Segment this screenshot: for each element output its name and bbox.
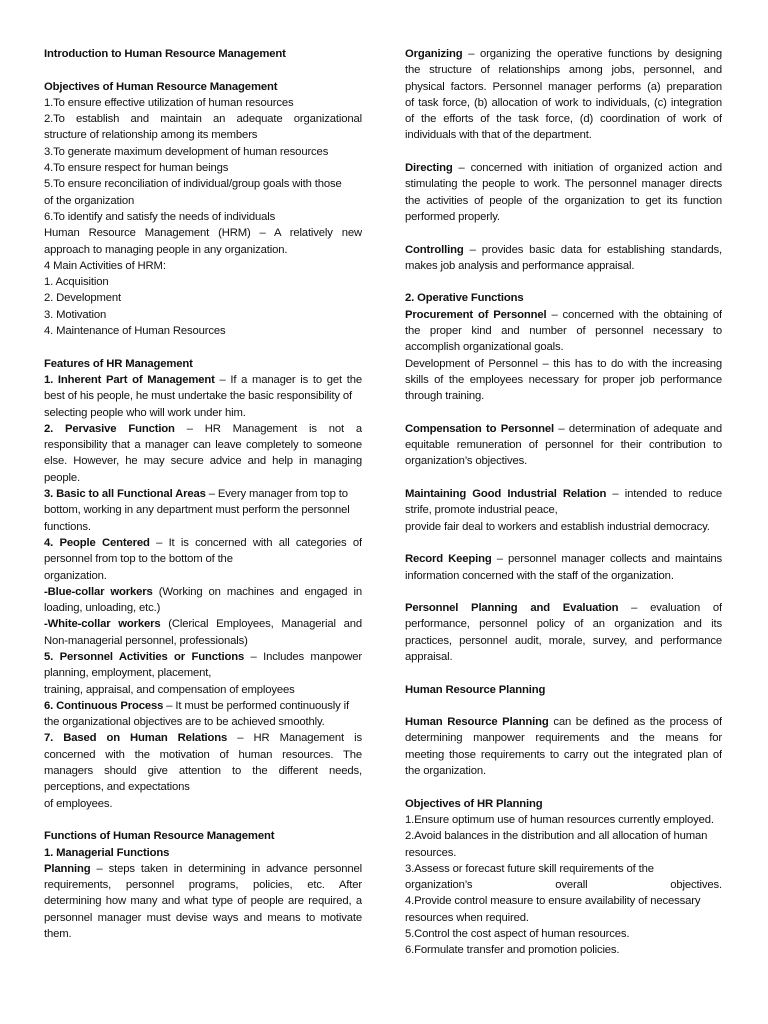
text-line — [44, 698, 362, 714]
body-text: requirements, personnel programs, policies, etc. After — [44, 879, 362, 892]
bold-text: Objectives of Human Resource Management — [44, 80, 278, 93]
text-line — [44, 910, 362, 926]
bold-text: -White-collar workers — [44, 618, 161, 631]
text-line — [44, 665, 362, 681]
body-text: determining manpower requirements and the means for — [405, 732, 722, 745]
text-line — [405, 176, 722, 192]
text-line — [405, 339, 722, 355]
body-text: of the efforts of the task force, (d) coordination of work of — [405, 113, 722, 126]
text-line — [44, 796, 362, 812]
bold-text: Personnel Planning and Evaluation — [405, 602, 619, 615]
body-text: Non-managerial personnel, professionals) — [44, 634, 248, 647]
text-line — [44, 568, 362, 584]
text-line — [44, 926, 362, 942]
text-line — [44, 421, 362, 437]
text-line — [405, 421, 722, 437]
body-text: of task force, (b) allocation of work to individuals, (c) integration — [405, 96, 722, 109]
body-text: skills of the employees necessary for proper job performance — [405, 373, 722, 386]
body-text: 4.Provide control measure to ensure availability of necessary — [405, 895, 701, 908]
body-text: 3.To generate maximum development of human resources — [44, 145, 329, 158]
bold-text: 4. People Centered — [44, 536, 150, 549]
body-text: 1.To ensure effective utilization of human resources — [44, 96, 294, 109]
body-text: of the organization — [44, 194, 135, 207]
blank-line — [44, 339, 362, 355]
body-text: 5.Control the cost aspect of human resources. — [405, 928, 630, 941]
text-line — [44, 79, 362, 95]
text-line — [44, 600, 362, 616]
body-text: appraisal. — [405, 650, 453, 663]
bold-text: 1. Managerial Functions — [44, 846, 170, 859]
body-text: – HR Management is not a — [174, 422, 362, 435]
bold-text: 7. Based on Human Relations — [44, 732, 228, 745]
body-text: concerned with the motivation of human resources. The — [44, 748, 362, 761]
body-text: 5.To ensure reconciliation of individual/group goals with those — [44, 178, 342, 191]
text-line — [405, 437, 722, 453]
text-line — [44, 176, 362, 192]
body-text: planning, employment, placement, — [44, 667, 212, 680]
body-text: 1. Acquisition — [44, 276, 109, 289]
blank-line — [405, 698, 722, 714]
body-text: – determination of adequate and — [554, 422, 722, 435]
text-line — [405, 730, 722, 746]
body-text: best of his people, he must undertake the basic responsibility of — [44, 390, 353, 403]
body-text: – concerned with initiation of organized action and — [452, 162, 722, 175]
body-text: – It is concerned with all categories of — [149, 536, 362, 549]
text-line — [44, 893, 362, 909]
text-line — [44, 144, 362, 160]
text-line — [405, 372, 722, 388]
bold-text: Procurement of Personnel — [405, 308, 547, 321]
body-text: 3. Motivation — [44, 308, 107, 321]
body-text: can be defined as the process of — [548, 716, 722, 729]
body-text: them. — [44, 928, 72, 941]
body-text: stimulating the people to work. The personnel manager directs — [405, 178, 722, 191]
text-line — [44, 519, 362, 535]
text-line — [405, 453, 722, 469]
text-line — [405, 845, 722, 861]
text-line — [405, 356, 722, 372]
blank-line — [405, 470, 722, 486]
body-text: training, appraisal, and compensation of employees — [44, 683, 295, 696]
body-text: structure of relationship among its members — [44, 129, 258, 142]
body-text: resources. — [405, 846, 457, 859]
text-line — [405, 796, 722, 812]
text-line — [405, 62, 722, 78]
body-text: Human Resource Management (HRM) – A relatively new — [44, 227, 362, 240]
text-line — [44, 502, 362, 518]
text-line — [44, 551, 362, 567]
body-text: of employees. — [44, 797, 113, 810]
text-line — [405, 812, 722, 828]
body-text: – HR Management is — [227, 732, 362, 745]
bold-text: 5. Personnel Activities or Functions — [44, 650, 245, 663]
body-text: meeting those requirements to carry out the integrated plan of — [405, 748, 722, 761]
text-line — [405, 861, 722, 877]
bold-text: 2. Pervasive Function — [44, 422, 175, 435]
body-text: accomplish organizational goals. — [405, 341, 564, 354]
body-text: 4.To ensure respect for human beings — [44, 162, 229, 175]
text-line — [44, 258, 362, 274]
text-line — [405, 258, 722, 274]
bold-text: 2. Operative Functions — [405, 292, 524, 305]
text-line — [44, 95, 362, 111]
text-line — [405, 127, 722, 143]
bold-text: 1. Inherent Part of Management — [44, 373, 215, 386]
text-line — [44, 682, 362, 698]
body-text: organization’s overall objectives. — [405, 879, 722, 892]
bold-text: Compensation to Personnel — [405, 422, 555, 435]
body-text: organization’s objectives. — [405, 455, 528, 468]
bold-text: 6. Continuous Process — [44, 699, 164, 712]
body-text: else. However, he may secure advice and help in managing — [44, 455, 362, 468]
text-line — [44, 209, 362, 225]
text-line — [405, 242, 722, 258]
text-line — [405, 46, 722, 62]
right-column — [405, 46, 722, 959]
blank-line — [405, 405, 722, 421]
text-line — [44, 160, 362, 176]
blank-line — [405, 584, 722, 600]
body-text: responsibility that a manager can leave completely to someone — [44, 439, 362, 452]
text-line — [405, 600, 722, 616]
text-line — [44, 763, 362, 779]
text-line — [405, 763, 722, 779]
body-text: managers should give attention to the different needs, — [44, 765, 362, 778]
body-text: 3.Assess or forecast future skill requirements of the — [405, 862, 654, 875]
bold-text: Human Resource Planning — [405, 716, 549, 729]
body-text: determining how many and what type of people are required, a — [44, 895, 362, 908]
body-text: resources when required. — [405, 911, 529, 924]
text-line — [405, 568, 722, 584]
text-line — [405, 193, 722, 209]
text-line — [44, 372, 362, 388]
bold-text: Objectives of HR Planning — [405, 797, 543, 810]
text-line — [44, 730, 362, 746]
body-text: equitable remuneration of personnel for their contribution to — [405, 439, 722, 452]
text-line — [405, 828, 722, 844]
body-text: 2.To establish and maintain an adequate organizational — [44, 113, 362, 126]
bold-text: -Blue-collar workers — [44, 585, 153, 598]
bold-text: Introduction to Human Resource Management — [44, 48, 286, 60]
text-line — [405, 307, 722, 323]
body-text: makes job analysis and performance appraisal. — [405, 259, 635, 272]
blank-line — [405, 535, 722, 551]
body-text: information concerned with the staff of the organization. — [405, 569, 674, 582]
body-text: (Working on machines and engaged in — [152, 585, 362, 598]
text-line — [405, 323, 722, 339]
body-text: 6.To identify and satisfy the needs of individuals — [44, 210, 276, 223]
text-line — [44, 323, 362, 339]
text-line — [44, 388, 362, 404]
body-text: – organizing the operative functions by designing — [462, 48, 722, 60]
body-text: – Includes manpower — [244, 650, 362, 663]
body-text: (Clerical Employees, Managerial and — [160, 618, 362, 631]
text-line — [44, 470, 362, 486]
text-line — [405, 502, 722, 518]
body-text: strife, promote industrial peace, — [405, 504, 558, 517]
body-text: the structure of relationships among jobs, personnel, and — [405, 64, 722, 77]
text-line — [44, 584, 362, 600]
text-line — [44, 845, 362, 861]
text-line — [405, 926, 722, 942]
bold-text: 3. Basic to all Functional Areas — [44, 488, 206, 501]
body-text: practices, personnel audit, morale, survey, and performance — [405, 634, 722, 647]
body-text: individuals with that of the department. — [405, 129, 592, 142]
body-text: approach to managing people in any organization. — [44, 243, 288, 256]
text-line — [44, 127, 362, 143]
text-line — [405, 111, 722, 127]
body-text: functions. — [44, 520, 91, 533]
text-line — [44, 828, 362, 844]
text-line — [44, 633, 362, 649]
text-line — [405, 79, 722, 95]
body-text: the organizational objectives are to be achieved smoothly. — [44, 716, 325, 729]
text-line — [405, 616, 722, 632]
blank-line — [405, 144, 722, 160]
body-text: bottom, working in any department must perform the personnel — [44, 504, 350, 517]
bold-text: Directing — [405, 162, 453, 175]
bold-text: Controlling — [405, 243, 464, 256]
body-text: – It must be performed continuously if — [163, 699, 349, 712]
text-line — [44, 861, 362, 877]
text-line — [44, 242, 362, 258]
body-text: – concerned with the obtaining of — [546, 308, 722, 321]
body-text: people. — [44, 471, 81, 484]
text-line — [405, 877, 722, 893]
text-line — [405, 486, 722, 502]
bold-text: Features of HR Management — [44, 357, 193, 370]
text-line — [44, 225, 362, 241]
text-line — [405, 209, 722, 225]
text-line — [44, 877, 362, 893]
body-text: – If a manager is to get the — [214, 373, 362, 386]
text-line — [44, 453, 362, 469]
bold-text: Organizing — [405, 48, 463, 60]
text-line — [44, 193, 362, 209]
body-text: the organization. — [405, 765, 486, 778]
text-line — [44, 290, 362, 306]
text-line — [44, 714, 362, 730]
text-line — [44, 111, 362, 127]
body-text: loading, unloading, etc.) — [44, 602, 161, 615]
body-text: through training. — [405, 390, 485, 403]
body-text: – provides basic data for establishing standards, — [463, 243, 722, 256]
text-line — [405, 910, 722, 926]
text-line — [405, 942, 722, 958]
text-line — [405, 160, 722, 176]
text-line — [44, 274, 362, 290]
bold-text: Record Keeping — [405, 553, 492, 566]
body-text: 2.Avoid balances in the distribution and all allocation of human — [405, 830, 708, 843]
text-line — [44, 486, 362, 502]
body-text: physical factors. Personnel manager performs (a) preparation — [405, 80, 722, 93]
text-line — [405, 649, 722, 665]
bold-text: Human Resource Planning — [405, 683, 546, 696]
body-text: – intended to reduce — [606, 488, 722, 501]
text-line — [44, 46, 362, 62]
text-line — [44, 747, 362, 763]
body-text: personnel manager must devise ways and means to motivate — [44, 911, 362, 924]
left-column — [44, 46, 362, 942]
bold-text: Functions of Human Resource Management — [44, 830, 275, 843]
body-text: personnel from top to the bottom of the — [44, 553, 233, 566]
text-line — [405, 633, 722, 649]
body-text: the activities of people of the organization to get its function — [405, 194, 722, 207]
text-line — [405, 893, 722, 909]
bold-text: Maintaining Good Industrial Relation — [405, 488, 607, 501]
text-line — [44, 405, 362, 421]
text-line — [405, 551, 722, 567]
body-text: 2. Development — [44, 292, 122, 305]
body-text: perceptions, and expectations — [44, 781, 190, 794]
text-line — [44, 307, 362, 323]
body-text: – steps taken in determining in advance personnel — [90, 862, 362, 875]
text-line — [405, 95, 722, 111]
body-text: 4. Maintenance of Human Resources — [44, 325, 226, 338]
blank-line — [405, 665, 722, 681]
body-text: – personnel manager collects and maintains — [491, 553, 722, 566]
text-line — [405, 519, 722, 535]
body-text: selecting people who will work under him. — [44, 406, 246, 419]
body-text: performance, personnel policy of an organization and its — [405, 618, 722, 631]
body-text: – evaluation of — [618, 602, 722, 615]
blank-line — [405, 274, 722, 290]
body-text: 1.Ensure optimum use of human resources currently employed. — [405, 813, 714, 826]
body-text: – Every manager from top to — [205, 488, 348, 501]
text-line — [405, 682, 722, 698]
blank-line — [405, 225, 722, 241]
text-line — [405, 290, 722, 306]
text-line — [44, 356, 362, 372]
body-text: 6.Formulate transfer and promotion policies. — [405, 944, 620, 957]
blank-line — [405, 779, 722, 795]
body-text: provide fair deal to workers and establish industrial democracy. — [405, 520, 710, 533]
text-line — [405, 714, 722, 730]
body-text: performed properly. — [405, 210, 500, 223]
text-line — [44, 437, 362, 453]
blank-line — [44, 812, 362, 828]
bold-text: Planning — [44, 862, 91, 875]
text-line — [405, 388, 722, 404]
body-text: Development of Personnel – this has to do with the increasing — [405, 357, 722, 370]
body-text: organization. — [44, 569, 107, 582]
text-line — [44, 779, 362, 795]
text-line — [44, 649, 362, 665]
text-line — [44, 616, 362, 632]
body-text: 4 Main Activities of HRM: — [44, 259, 166, 272]
body-text: the proper kind and number of personnel necessary to — [405, 325, 722, 338]
blank-line — [44, 62, 362, 78]
text-line — [44, 535, 362, 551]
text-line — [405, 747, 722, 763]
